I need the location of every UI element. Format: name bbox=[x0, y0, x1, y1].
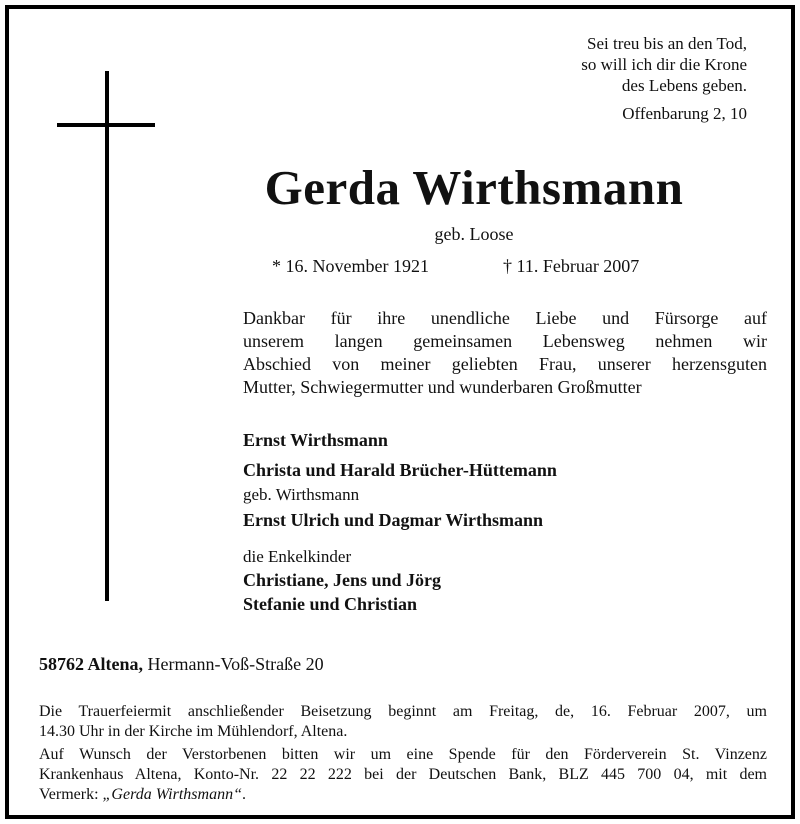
verse-line: so will ich dir die Krone bbox=[581, 55, 747, 74]
birth-date: * 16. November 1921 bbox=[272, 256, 429, 276]
maiden-name: geb. Loose bbox=[434, 224, 514, 244]
grandchildren-line: Christiane, Jens und Jörg bbox=[243, 570, 442, 590]
funeral-info-line: Die Trauerfeiermit anschließender Beisetzung beginnt am Freitag, de, 16. Februar 2007, um bbox=[39, 703, 767, 720]
dedication-line: unserem langen gemeinsamen Lebensweg nehmen wir bbox=[243, 331, 767, 351]
verse-line: Sei treu bis an den Tod, bbox=[587, 34, 747, 53]
verse-reference: Offenbarung 2, 10 bbox=[622, 104, 747, 123]
verse-line: des Lebens geben. bbox=[621, 76, 747, 95]
donation-info-line: Auf Wunsch der Verstorbenen bitten wir um eine Spende für den Förderverein St. Vinzenz bbox=[39, 746, 767, 763]
dedication-text bbox=[243, 307, 767, 399]
mourner-daughter-maiden: geb. Wirthsmann bbox=[243, 485, 360, 504]
funeral-notes bbox=[39, 702, 767, 805]
cross-vertical-bar bbox=[105, 71, 109, 601]
bible-verse bbox=[499, 33, 747, 96]
death-date: † 11. Februar 2007 bbox=[503, 256, 640, 276]
address-city: 58762 Altena, bbox=[39, 654, 144, 674]
grandchildren-intro: die Enkelkinder bbox=[243, 547, 352, 566]
funeral-info-line: 14.30 Uhr in der Kirche im Mühlendorf, Altena. bbox=[39, 723, 348, 740]
dedication-line: Abschied von meiner geliebten Frau, unserer herzensguten bbox=[243, 354, 767, 374]
donation-remark-quote: „Gerda Wirthsmann“ bbox=[102, 786, 242, 803]
mourner-daughter-family: Christa und Harald Brücher-Hüttemann bbox=[243, 460, 557, 480]
mourner-son-family: Ernst Ulrich und Dagmar Wirthsmann bbox=[243, 510, 544, 530]
donation-remark-label: Vermerk: bbox=[39, 786, 103, 803]
cross-horizontal-bar bbox=[57, 123, 155, 127]
donation-info-line bbox=[39, 785, 767, 805]
obituary-frame bbox=[5, 5, 795, 819]
donation-info-line: Krankenhaus Altena, Konto-Nr. 22 22 222 bei der Deutschen Bank, BLZ 445 700 04, mit dem bbox=[39, 766, 767, 783]
mourner-husband: Ernst Wirthsmann bbox=[243, 430, 388, 450]
address-street: Hermann-Voß-Straße 20 bbox=[147, 654, 324, 674]
dedication-line: Dankbar für ihre unendliche Liebe und Fürsorge auf bbox=[243, 308, 767, 328]
dedication-line: Mutter, Schwiegermutter und wunderbaren Großmutter bbox=[243, 377, 642, 397]
grandchildren-line: Stefanie und Christian bbox=[243, 594, 418, 614]
mourner-address bbox=[39, 653, 324, 675]
donation-remark-end: . bbox=[241, 786, 246, 803]
deceased-name: Gerda Wirthsmann bbox=[264, 160, 684, 215]
